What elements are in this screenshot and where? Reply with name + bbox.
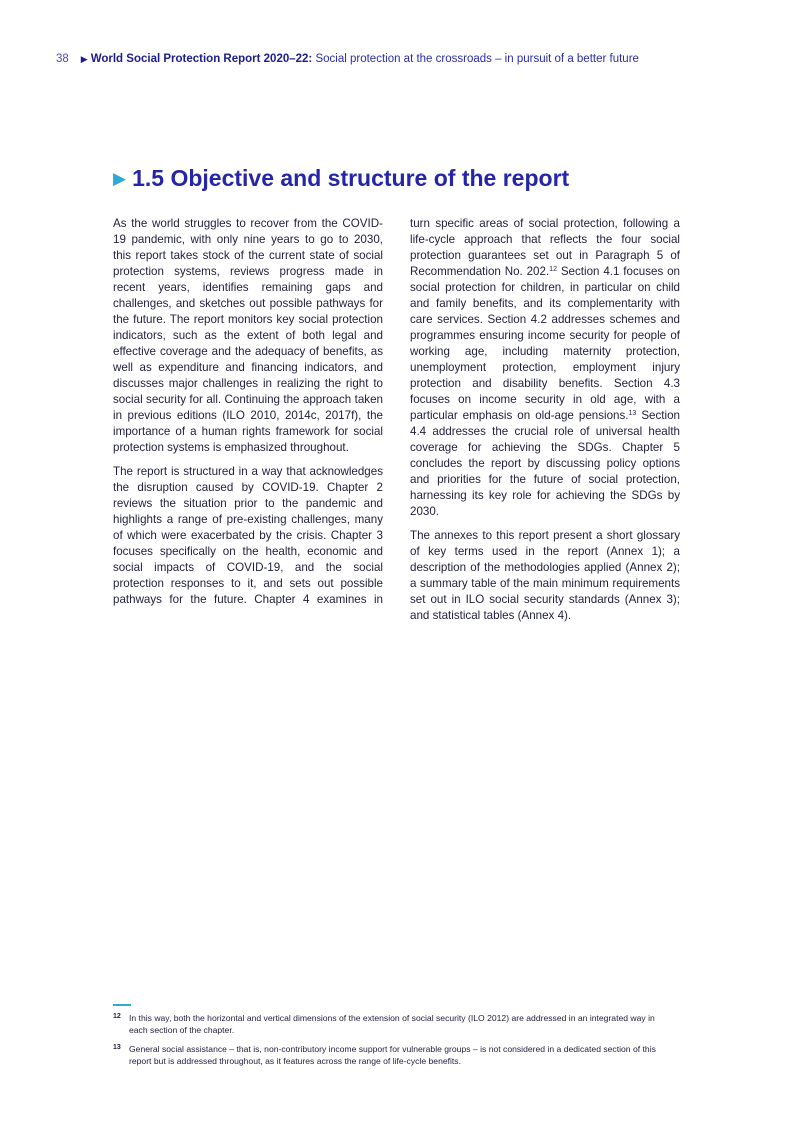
triangle-bullet-icon: ▶ (80, 54, 88, 64)
structure-text-3: Section 4.4 addresses the crucial role of universal health coverage for achieving the SDGs. Chapter 5 concludes the report by discussing policy options and priorities for the future of social protection, harnessing its key role for achieving the SDGs by 2030. (410, 409, 680, 518)
footnote-text: In this way, both the horizontal and vertical dimensions of the extension of social security (ILO 2012) are addressed in an integrated way in each section of the chapter. (129, 1013, 655, 1035)
footnote-12 (113, 1012, 673, 1036)
footnote-number: 12 (113, 1013, 121, 1020)
footnote-ref-13: 13 (628, 410, 637, 417)
structure-text-1b: turn specific areas of social protection, following a life-cycle approach that reflects the four social protection guarantees set out in Paragraph 5 of Recommendation No. 202. (410, 217, 680, 278)
page-number: 38 (56, 53, 69, 65)
footnote-13 (113, 1043, 673, 1067)
body-column-right (410, 216, 680, 632)
paragraph-structure-start (113, 464, 383, 608)
section-title (113, 165, 569, 192)
structure-text-1a: The report is structured in a way that acknowledges the disruption caused by COVID-19. Chapter 2 reviews the situation prior to the pandemic and highlights a range of pre-existing challenges, many of which were exacerbated by the crisis. Chapter 3 focuses specifically on the health, economic and social impacts of COVID-19, and the social protection responses to it, and sets out possible pathways for the future. Chapter 4 examines in (113, 465, 383, 606)
body-column-left (113, 216, 383, 616)
structure-text-2: Section 4.1 focuses on social protection for children, in particular on child and family benefits, and its complementarity with care services. Section 4.2 addresses schemes and programmes ensuring income security for people of working age, including maternity protection, unemployment protection, employment injury protection and disability benefits. Section 4.3 focuses on income security in old age, with a particular emphasis on old-age pensions. (410, 265, 680, 422)
footnote-text: General social assistance – that is, non-contributory income support for vulnerable groups – is not considered in a dedicated section of this report but is addressed throughout, as it features across the range of life-cycle benefits. (129, 1044, 656, 1066)
triangle-bullet-icon: ▶ (113, 169, 127, 188)
paragraph-structure-continued (410, 216, 680, 520)
footnote-ref-12: 12 (549, 266, 557, 273)
publication-title: World Social Protection Report 2020–22: (90, 53, 313, 65)
footnotes (113, 1012, 673, 1074)
publication-subtitle: Social protection at the crossroads – in pursuit of a better future (315, 53, 639, 65)
running-header (56, 53, 736, 65)
section-title-text: 1.5 Objective and structure of the report (132, 165, 570, 191)
paragraph-intro: As the world struggles to recover from the COVID-19 pandemic, with only nine years to go to 2030, this report takes stock of the current state of social protection systems, reviews progress made in recent years, identifies remaining gaps and challenges, and sketches out possible pathways for the future. The report monitors key social protection indicators, such as the extent of both legal and effective coverage and the adequacy of benefits, as well as expenditure and financing indicators, and discusses major challenges in realizing the right to social security for all. Continuing the approach taken in previous editions (ILO 2010, 2014c, 2017f), the importance of a human rights framework for social protection systems is emphasized throughout. (113, 217, 383, 454)
footnote-divider (113, 1004, 131, 1006)
footnote-number: 13 (113, 1044, 121, 1051)
paragraph-annexes: The annexes to this report present a short glossary of key terms used in the report (Annex 1); a description of the methodologies applied (Annex 2); a summary table of the main minimum requirements set out in ILO social security standards (Annex 3); and statistical tables (Annex 4). (410, 529, 680, 622)
